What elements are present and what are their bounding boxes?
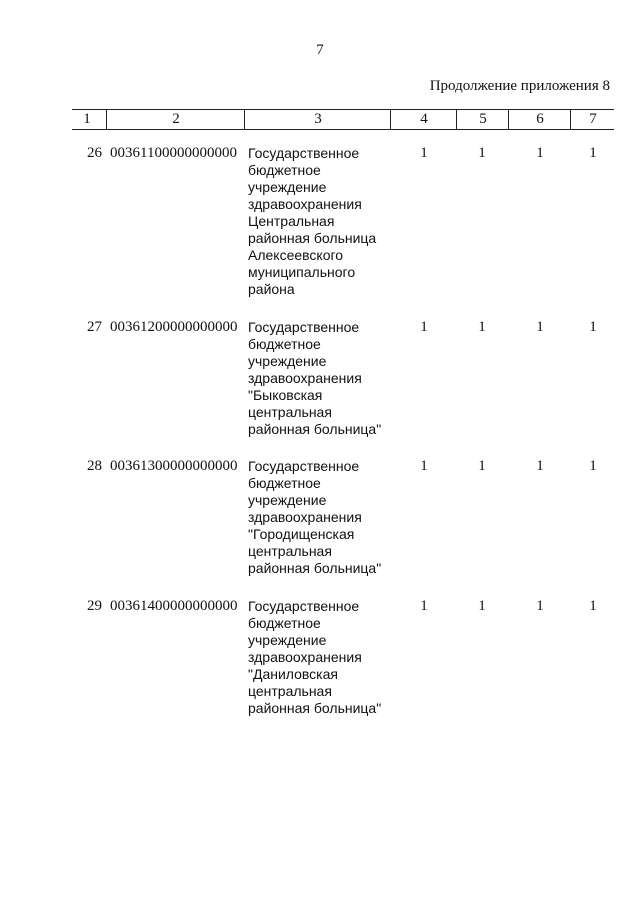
value-col-6: 1	[536, 319, 544, 335]
name-line: Алексеевского	[248, 247, 344, 263]
name-line: "Городищенская	[248, 526, 355, 542]
name-line: бюджетное	[248, 336, 321, 352]
name-line: "Даниловская	[248, 666, 338, 682]
value-col-6: 1	[536, 458, 544, 474]
name-line: центральная	[248, 543, 332, 559]
value-col-5: 1	[478, 319, 486, 335]
institution-name	[248, 319, 381, 438]
value-col-4: 1	[420, 598, 428, 614]
value-col-4: 1	[420, 319, 428, 335]
name-line: здравоохранения	[248, 196, 362, 212]
name-line: районная больница"	[248, 421, 382, 437]
name-line: Государственное	[248, 319, 360, 335]
name-line: центральная	[248, 683, 332, 699]
column-header-5: 5	[456, 110, 509, 129]
name-line: Государственное	[248, 598, 360, 614]
value-col-7: 1	[589, 319, 597, 335]
page-number: 7	[316, 42, 324, 58]
value-col-6: 1	[536, 145, 544, 161]
name-line: "Быковская	[248, 387, 323, 403]
value-col-4: 1	[420, 145, 428, 161]
value-col-7: 1	[589, 458, 597, 474]
name-line: учреждение	[248, 632, 327, 648]
name-line: бюджетное	[248, 615, 321, 631]
row-code: 00361100000000000	[110, 145, 237, 161]
value-col-5: 1	[478, 458, 486, 474]
row-code: 00361200000000000	[110, 319, 238, 335]
row-number: 29	[87, 598, 102, 614]
value-col-7: 1	[589, 598, 597, 614]
row-code: 00361400000000000	[110, 598, 238, 614]
column-header-4: 4	[390, 110, 457, 129]
value-col-6: 1	[536, 598, 544, 614]
column-header-3: 3	[244, 110, 391, 129]
table-header	[72, 109, 614, 130]
name-line: здравоохранения	[248, 370, 362, 386]
institution-name	[248, 145, 376, 298]
value-col-4: 1	[420, 458, 428, 474]
name-line: муниципального	[248, 264, 356, 280]
institution-name	[248, 458, 381, 577]
value-col-5: 1	[478, 598, 486, 614]
institution-name	[248, 598, 381, 717]
column-header-2: 2	[106, 110, 245, 129]
column-header-7: 7	[570, 110, 615, 129]
row-number: 28	[87, 458, 102, 474]
name-line: Государственное	[248, 145, 360, 161]
row-number: 27	[87, 319, 102, 335]
row-number: 26	[87, 145, 102, 161]
column-header-1: 1	[83, 111, 91, 127]
name-line: Центральная	[248, 213, 335, 229]
name-line: учреждение	[248, 179, 327, 195]
value-col-5: 1	[478, 145, 486, 161]
name-line: бюджетное	[248, 162, 321, 178]
column-header-6: 6	[508, 110, 571, 129]
name-line: бюджетное	[248, 475, 321, 491]
name-line: учреждение	[248, 353, 327, 369]
name-line: Государственное	[248, 458, 360, 474]
name-line: районная больница"	[248, 700, 382, 716]
name-line: здравоохранения	[248, 649, 362, 665]
name-line: районная больница"	[248, 560, 382, 576]
name-line: здравоохранения	[248, 509, 362, 525]
appendix-note: Продолжение приложения 8	[429, 78, 610, 94]
name-line: районная больница	[248, 230, 377, 246]
value-col-7: 1	[589, 145, 597, 161]
name-line: района	[248, 281, 295, 297]
name-line: учреждение	[248, 492, 327, 508]
row-code: 00361300000000000	[110, 458, 238, 474]
name-line: центральная	[248, 404, 332, 420]
